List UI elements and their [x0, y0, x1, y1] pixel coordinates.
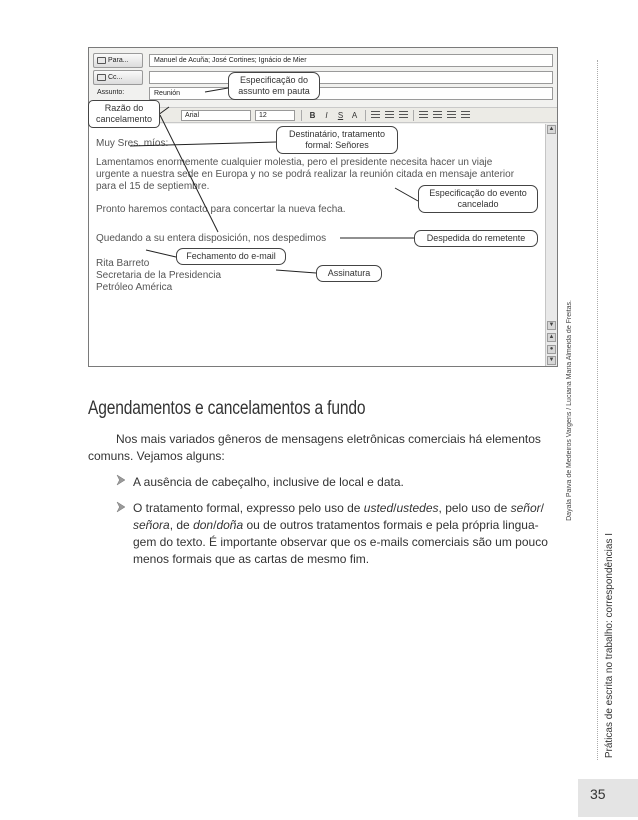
- subject-label: Assunto:: [97, 89, 125, 96]
- text-run: O tratamento formal, expresso pelo uso de: [133, 501, 364, 515]
- intro-line-2: comuns. Vejamos alguns:: [88, 449, 225, 463]
- text-run: /: [213, 518, 217, 532]
- page-number: 35: [590, 786, 606, 802]
- align-center-icon[interactable]: [385, 111, 394, 119]
- body-line: urgente a nuestra sede en Europa y no se podrá realizar la reunión citada en mensaje anterior: [96, 169, 515, 180]
- scroll-down-icon[interactable]: ▼: [548, 322, 555, 328]
- callout-subject: [228, 72, 320, 100]
- align-right-icon[interactable]: [399, 111, 408, 119]
- text-run-italic: señor: [510, 501, 541, 515]
- text-run-italic: usted: [363, 501, 394, 515]
- cc-button-label: Cc...: [108, 74, 123, 81]
- bold-icon[interactable]: B: [309, 111, 316, 120]
- signature-company: Petróleo América: [96, 282, 173, 293]
- page-number-tab: [578, 779, 638, 817]
- to-button[interactable]: [93, 53, 143, 68]
- address-book-icon: [97, 57, 106, 64]
- bullet-item-1: A ausência de cabeçalho, inclusive de local e data.: [133, 475, 404, 489]
- callout-signature: [316, 265, 382, 282]
- callout-line: assunto em pauta: [238, 86, 310, 96]
- indent-icon[interactable]: [461, 111, 470, 119]
- scroll-up-icon[interactable]: ▲: [548, 126, 555, 132]
- greeting-line: Muy Sres. míos:: [96, 138, 169, 149]
- outdent-icon[interactable]: [447, 111, 456, 119]
- bullet-item-2-line-2: [133, 517, 539, 534]
- chevron-right-icon: [115, 474, 127, 486]
- scroll-page-down-icon[interactable]: ▼: [548, 357, 555, 363]
- text-run-italic: don: [193, 518, 214, 532]
- body-line: para el 15 de septiembre.: [96, 181, 210, 192]
- callout-line: cancelamento: [95, 114, 153, 124]
- bullet-item-2-line-1: [133, 500, 544, 517]
- chevron-right-icon: [115, 501, 127, 513]
- numbered-list-icon[interactable]: [433, 111, 442, 119]
- text-run-italic: ustedes: [396, 501, 439, 515]
- farewell-line: Quedando a su entera disposición, nos despedimos: [96, 233, 327, 244]
- text-run: /: [393, 501, 397, 515]
- toolbar-divider: [413, 110, 414, 121]
- cc-field[interactable]: [149, 71, 553, 84]
- callout-line: Assinatura: [327, 268, 371, 278]
- section-heading: Agendamentos e cancelamentos a fundo: [88, 398, 366, 419]
- to-button-label: Para...: [108, 57, 129, 64]
- bullet-item-2-line-3: gem do texto. É importante observar que os e-mails comerciais são um pouco: [133, 535, 548, 549]
- bullet-item-2-line-4: menos formais que as cartas de mesmo fim.: [133, 552, 370, 566]
- signature-name: Rita Barreto: [96, 258, 150, 269]
- text-run: , de: [169, 518, 194, 532]
- callout-line: formal: Señores: [305, 140, 369, 150]
- text-color-icon[interactable]: A: [351, 111, 358, 120]
- callout-line: Especificação do evento: [429, 188, 527, 198]
- signature-title: Secretaria de la Presidencia: [96, 270, 222, 281]
- to-field[interactable]: Manuel de Acuña; José Cortines; Ignácio de Mier: [149, 54, 553, 67]
- align-left-icon[interactable]: [371, 111, 380, 119]
- italic-icon[interactable]: I: [325, 111, 328, 120]
- underline-icon[interactable]: S: [337, 111, 344, 120]
- bullet-list-icon[interactable]: [419, 111, 428, 119]
- body-line: Pronto haremos contacto para concertar la nueva fecha.: [96, 204, 346, 215]
- text-run-italic: doña: [216, 518, 244, 532]
- callout-closing: [176, 248, 286, 265]
- text-run: /: [540, 501, 544, 515]
- text-run: ou de outros tratamentos formais e pela própria lingua-: [243, 518, 539, 532]
- subject-field[interactable]: Reunión: [149, 87, 553, 100]
- font-select[interactable]: Arial: [181, 110, 251, 121]
- cc-button[interactable]: [93, 70, 143, 85]
- text-run: , pelo uso de: [438, 501, 511, 515]
- margin-dotted-rule: [597, 60, 598, 760]
- callout-line: Razão do: [104, 103, 144, 113]
- scroll-page-up-icon[interactable]: ▲: [548, 334, 555, 340]
- callout-line: Especificação do: [239, 75, 309, 85]
- callout-event: [418, 185, 538, 213]
- author-credit: Dayala Paiva de Medeiros Vargens / Luciana Maria Almeida de Freitas.: [566, 300, 573, 521]
- vertical-scrollbar[interactable]: [545, 124, 557, 366]
- callout-line: Despedida do remetente: [426, 233, 526, 243]
- text-run-italic: señora: [133, 518, 170, 532]
- address-book-icon: [97, 74, 106, 81]
- callout-farewell: [414, 230, 538, 247]
- font-size-select[interactable]: 12: [255, 110, 295, 121]
- callout-line: cancelado: [457, 199, 499, 209]
- intro-line-1: Nos mais variados gêneros de mensagens eletrônicas comerciais há elementos: [116, 432, 541, 446]
- toolbar-divider: [365, 110, 366, 121]
- body-line: Lamentamos enormemente cualquier molestia, pero el presidente necesita hacer un viaje: [96, 157, 493, 168]
- toolbar-divider: [301, 110, 302, 121]
- scroll-browse-icon[interactable]: ●: [547, 345, 556, 354]
- callout-line: Fechamento do e-mail: [186, 251, 276, 261]
- callout-recipient: [276, 126, 398, 154]
- running-title: Práticas de escrita no trabalho: correspondências I: [604, 533, 615, 759]
- callout-reason: [88, 100, 160, 128]
- callout-line: Destinatário, tratamento: [288, 129, 386, 139]
